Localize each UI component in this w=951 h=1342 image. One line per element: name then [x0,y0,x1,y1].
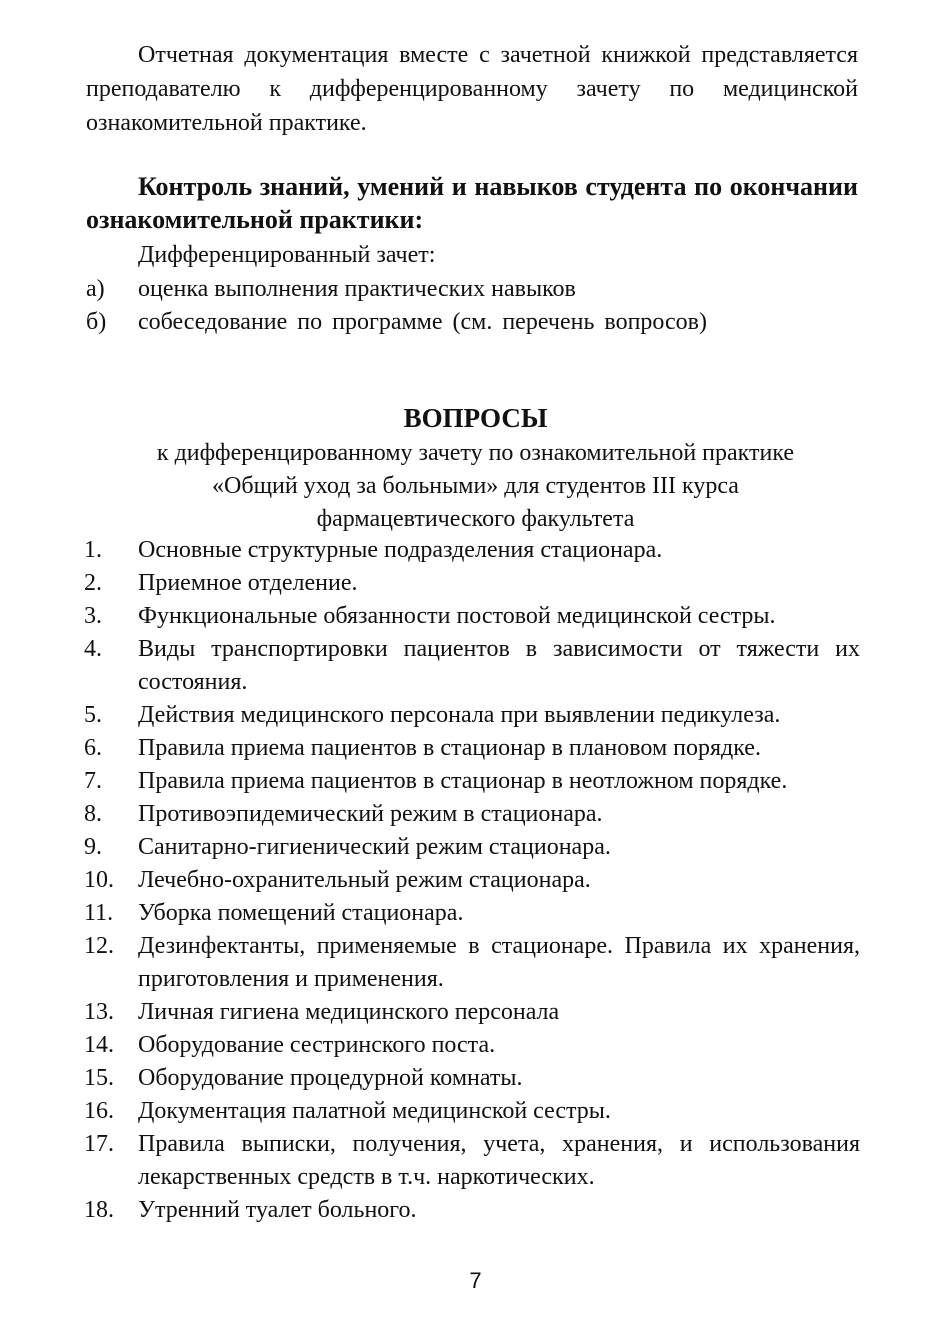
credit-item-text: собеседование по программе (см. перечень вопросов) [138,309,707,335]
credit-item-marker: б) [86,309,107,335]
question-text: Правила приема пациентов в стационар в неотложном порядке. [138,768,788,794]
question-text: Функциональные обязанности постовой медицинской сестры. [138,603,776,629]
question-text: Правила выписки, получения, учета, хранения, и использования лекарственных средств в т.ч. наркотических. [138,1131,860,1190]
question-text: Правила приема пациентов в стационар в плановом порядке. [138,735,761,761]
questions-subtitle-line: к дифференцированному зачету по ознакомительной практике [156,440,795,466]
credit-item-text: оценка выполнения практических навыков [138,276,576,302]
question-number: 18. [84,1197,114,1223]
question-number: 5. [84,702,102,728]
question-text: Санитарно-гигиенический режим стационара. [138,834,611,860]
question-number: 13. [84,999,114,1025]
question-text: Основные структурные подразделения стационара. [138,537,663,563]
question-text: Дезинфектанты, применяемые в стационаре. Правила их хранения, приготовления и применения. [138,933,860,992]
questions-title: ВОПРОСЫ [403,403,548,433]
page-number: 7 [469,1268,482,1293]
question-number: 1. [84,537,102,563]
question-number: 10. [84,867,114,893]
question-text: Лечебно-охранительный режим стационара. [138,867,591,893]
question-number: 11. [84,900,114,926]
question-text: Противоэпидемический режим в стационара. [138,801,603,827]
question-number: 16. [84,1098,114,1124]
question-number: 15. [84,1065,114,1091]
questions-subtitle-line: «Общий уход за больными» для студентов III курса [212,473,739,499]
question-number: 7. [84,768,102,794]
question-text: Приемное отделение. [138,570,358,596]
question-text: Оборудование процедурной комнаты. [138,1065,523,1091]
intro-paragraph: Отчетная документация вместе с зачетной книжкой представляется преподавателю к дифференцированному зачету по медицинской ознакомительной практике. [86,42,858,136]
credit-label: Дифференцированный зачет: [138,242,436,268]
questions-subtitle-line: фармацевтического факультета [316,506,635,532]
question-text: Оборудование сестринского поста. [138,1032,496,1058]
question-number: 17. [84,1131,114,1157]
question-number: 6. [84,735,102,761]
control-heading: Контроль знаний, умений и навыков студента по окончании ознакомительной практики: [86,172,858,234]
question-text: Личная гигиена медицинского персонала [138,999,560,1025]
question-number: 12. [84,933,114,959]
question-text: Действия медицинского персонала при выявлении педикулеза. [138,702,781,728]
question-number: 8. [84,801,102,827]
question-text: Документация палатной медицинской сестры. [138,1098,611,1124]
question-text: Уборка помещений стационара. [138,900,464,926]
question-number: 14. [84,1032,114,1058]
question-number: 3. [84,603,102,629]
question-text: Виды транспортировки пациентов в зависимости от тяжести их состояния. [138,636,860,695]
question-number: 2. [84,570,102,596]
question-text: Утренний туалет больного. [138,1197,417,1223]
credit-item-marker: а) [86,276,105,302]
question-number: 9. [84,834,102,860]
question-number: 4. [84,636,102,662]
